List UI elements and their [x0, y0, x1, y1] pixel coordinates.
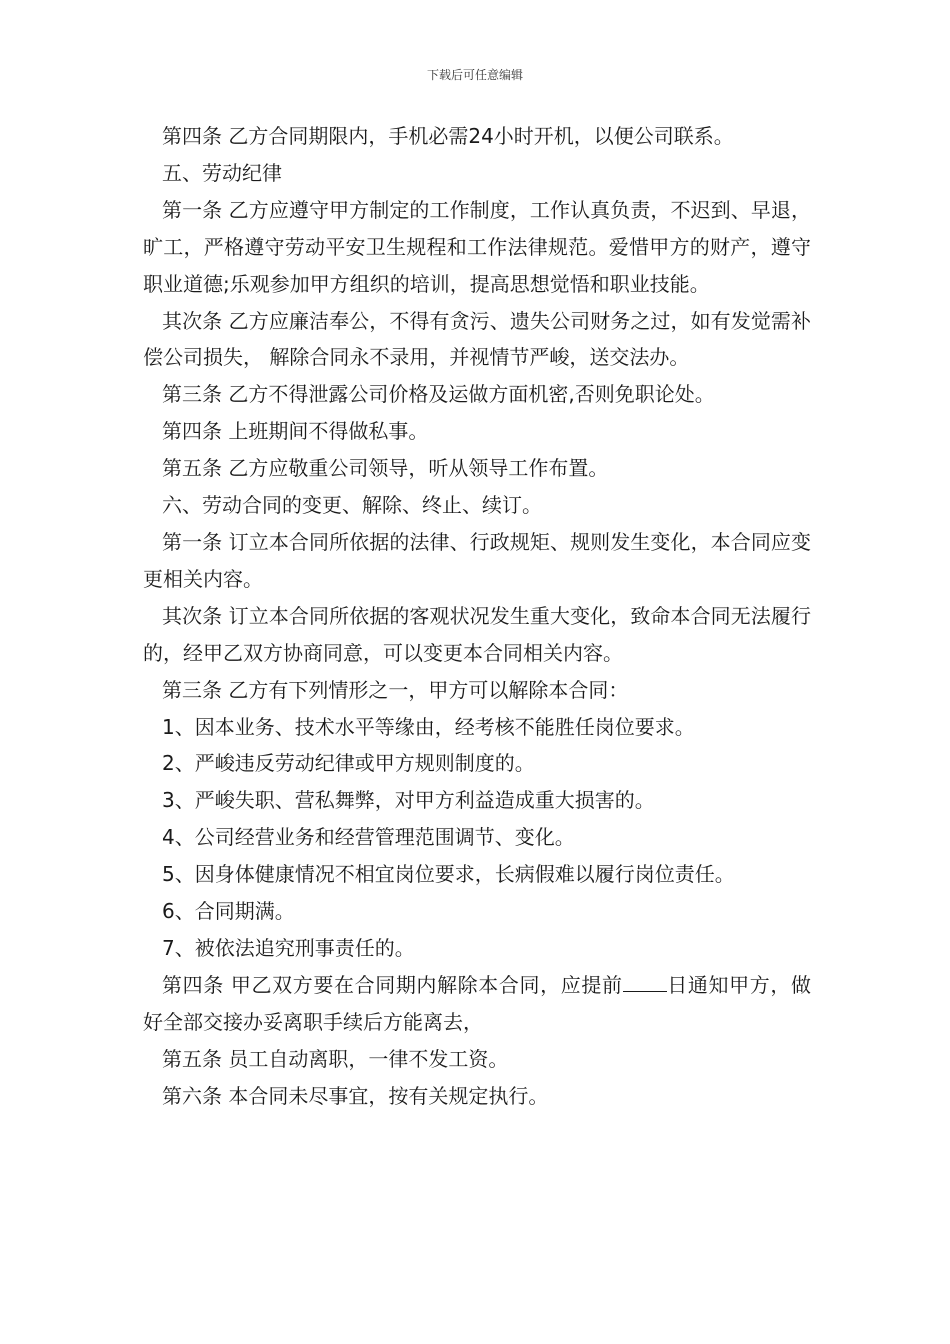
change-clause-1: 第一条 订立本合同所依据的法律、行政规矩、规则发生变化，本合同应变更相关内容。: [143, 529, 811, 591]
change-clause-3: 第三条 乙方有下列情形之一，甲方可以解除本合同：: [162, 677, 629, 702]
discipline-clause-3: 第三条 乙方不得泄露公司价格及运做方面机密,否则免职论处。: [162, 382, 715, 407]
discipline-clause-1: 第一条 乙方应遵守甲方制定的工作制度，工作认真负责，不迟到、早退，旷工，严格遵守劳动平安卫生规程和工作法律规范。爱惜甲方的财产，遵守职业道德;乐观参加甲方组织的培训，提高思想觉悟和职业技能。: [143, 197, 811, 296]
page-header: 下载后可任意编辑: [426, 68, 523, 82]
list-item: 6、合同期满。: [162, 899, 295, 924]
discipline-clause-2: 其次条 乙方应廉洁奉公，不得有贪污、遗失公司财务之过，如有发觉需补偿公司损失， 解除合同永不录用，并视情节严峻，送交法办。: [143, 308, 811, 370]
discipline-clause-5: 第五条 乙方应敬重公司领导，听从领导工作布置。: [162, 456, 609, 481]
list-item: 7、被依法追究刑事责任的。: [162, 935, 415, 960]
contract-body: [143, 118, 811, 1114]
list-item: 5、因身体健康情况不相宜岗位要求，长病假难以履行岗位责任。: [162, 862, 735, 887]
clause-4-phone: 第四条 乙方合同期限内，手机必需24小时开机，以便公司联系。: [162, 124, 734, 148]
change-clause-5: 第五条 员工自动离职，一律不发工资。: [162, 1046, 509, 1071]
change-clause-6: 第六条 本合同未尽事宜，按有关规定执行。: [162, 1083, 549, 1108]
notice-clause-before: 第四条 甲乙双方要在合同期内解除本合同，应提前: [162, 972, 623, 997]
section-6-heading: 六、劳动合同的变更、解除、终止、续订。: [162, 493, 542, 518]
list-item: 4、公司经营业务和经营管理范围调节、变化。: [162, 825, 575, 850]
change-clause-4: [143, 967, 811, 1041]
notice-days-blank: [623, 973, 667, 992]
list-item: 2、严峻违反劳动纪律或甲方规则制度的。: [162, 751, 535, 776]
change-clause-2: 其次条 订立本合同所依据的客观状况发生重大变化，致命本合同无法履行的，经甲乙双方协商同意，可以变更本合同相关内容。: [143, 603, 811, 665]
notice-clause-after: 日通知甲方，做好全部交接办妥离职手续后方能离去，: [143, 972, 812, 1034]
section-5-heading: 五、劳动纪律: [162, 160, 282, 185]
list-item: 3、严峻失职、营私舞弊，对甲方利益造成重大损害的。: [162, 788, 655, 813]
discipline-clause-4: 第四条 上班期间不得做私事。: [162, 419, 429, 444]
list-item: 1、因本业务、技术水平等缘由，经考核不能胜任岗位要求。: [162, 714, 695, 739]
